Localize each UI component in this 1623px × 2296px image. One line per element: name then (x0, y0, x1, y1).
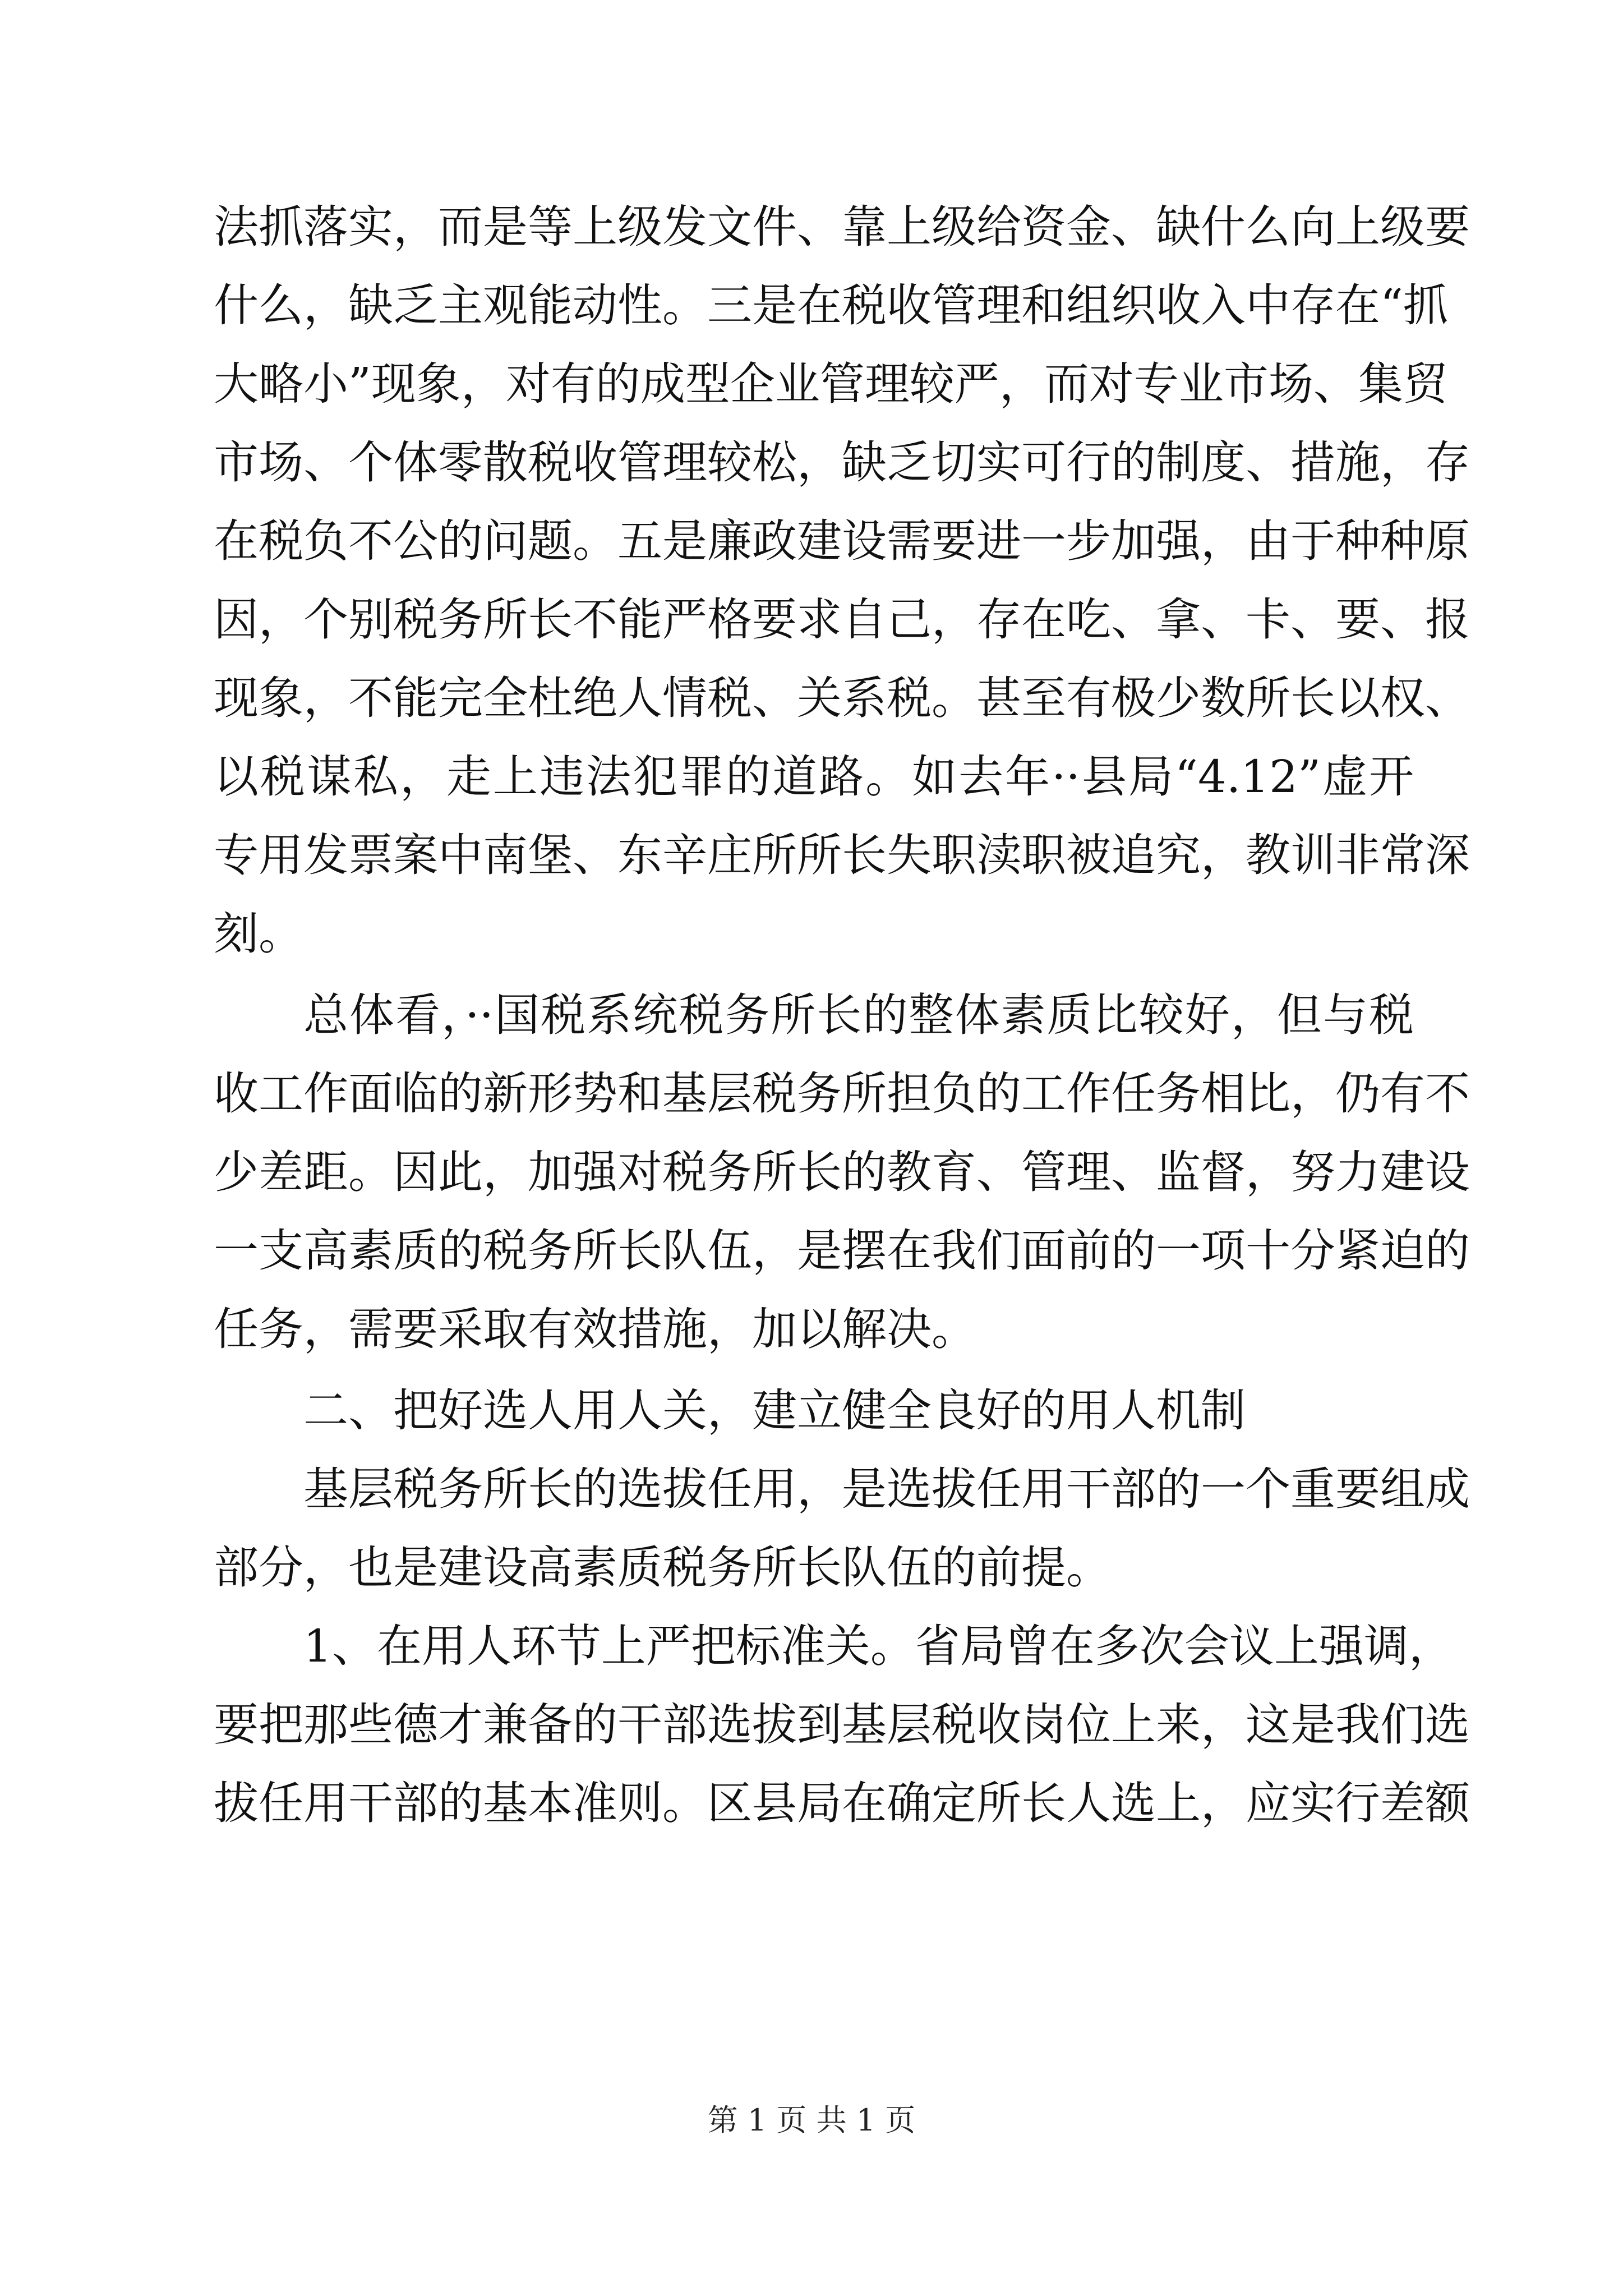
text-line: 法抓落实，而是等上级发文件、靠上级给资金、缺什么向上级要 (214, 201, 1470, 253)
text-line: 刻。 (214, 908, 303, 960)
section-heading: 二、把好选人用人关，建立健全良好的用人机制 (303, 1384, 1246, 1437)
text-line: 任务，需要采取有效措施，加以解决。 (214, 1303, 976, 1355)
text-line: 要把那些德才兼备的干部选拔到基层税收岗位上来，这是我们选 (214, 1699, 1470, 1751)
text-line: 市场、个体零散税收管理较松，缺乏切实可行的制度、措施，存 (214, 436, 1470, 489)
text-line: 总体看，··国税系统税务所长的整体素质比较好，但与税 (303, 989, 1414, 1041)
text-line: 专用发票案中南堡、东辛庄所所长失职渎职被追究，教训非常深 (214, 829, 1470, 881)
text-line: 1、在用人环节上严把标准关。省局曾在多次会议上强调， (303, 1620, 1454, 1672)
text-line: 基层税务所长的选拔任用，是选拔任用干部的一个重要组成 (303, 1463, 1470, 1515)
text-line: 以税谋私，走上违法犯罪的道路。如去年··县局“4.12”虚开 (214, 751, 1414, 803)
text-line: 一支高素质的税务所长队伍，是摆在我们面前的一项十分紧迫的 (214, 1225, 1470, 1277)
text-line: 在税负不公的问题。五是廉政建设需要进一步加强，由于种种原 (214, 515, 1470, 567)
text-line: 部分，也是建设高素质税务所长队伍的前提。 (214, 1542, 1111, 1594)
text-line: 什么，缺乏主观能动性。三是在税收管理和组织收入中存在“抓 (214, 279, 1448, 332)
text-line: 收工作面临的新形势和基层税务所担负的工作任务相比，仍有不 (214, 1068, 1470, 1120)
text-line: 拔任用干部的基本准则。区县局在确定所长人选上，应实行差额 (214, 1777, 1470, 1829)
text-line: 因，个别税务所长不能严格要求自己，存在吃、拿、卡、要、报 (214, 593, 1470, 646)
page-footer: 第 1 页 共 1 页 (707, 2102, 916, 2138)
text-line: 少差距。因此，加强对税务所长的教育、管理、监督，努力建设 (214, 1146, 1470, 1198)
text-line: 现象，不能完全杜绝人情税、关系税。甚至有极少数所长以权、 (214, 672, 1470, 724)
text-line: 大略小”现象，对有的成型企业管理较严，而对专业市场、集贸 (214, 358, 1448, 410)
